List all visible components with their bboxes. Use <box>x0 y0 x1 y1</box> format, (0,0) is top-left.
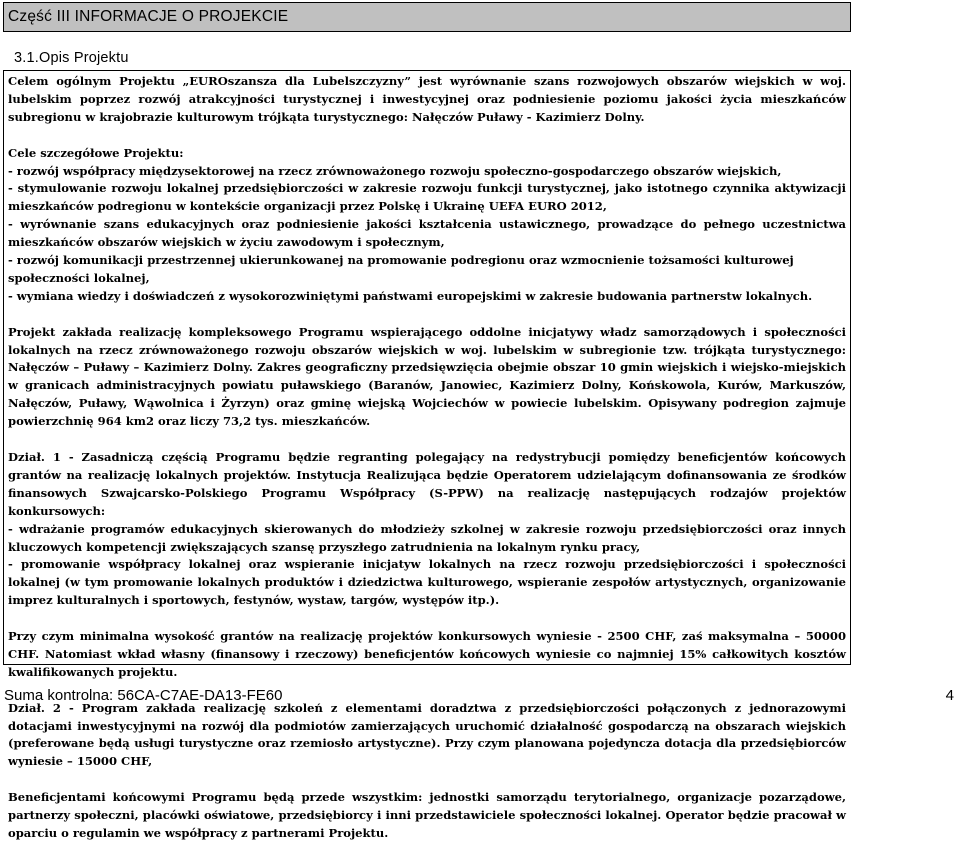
specific-goal-item: - wyrównanie szans edukacyjnych oraz podniesienie jakości kształcenia ustawicznego, prowadzące do pełnego uczestnictwa mieszkańców obszarów wiejskich w życiu zawodowym i społecznym, <box>8 217 846 250</box>
part-header: Część III INFORMACJE O PROJEKCIE <box>3 2 851 32</box>
dzial1-paragraph: Dział. 1 - Zasadniczą częścią Programu będzie regranting polegający na redystrybucji pomiędzy beneficjentów końcowych grantów na realizację lokalnych projektów. Instytucja Realizująca będzie Operatorem udzielającym dofinansowania ze środków finansowych Szwajcarsko-Polskiego Programu Współpracy (S-PPW) na realizację następujących rodzajów projektów konkursowych: <box>8 449 846 518</box>
grants-paragraph: Przy czym minimalna wysokość grantów na realizację projektów konkursowych wyniesie - 2500 CHF, zaś maksymalna – 50000 CHF. Natomiast wkład własny (finansowy i rzeczowy) beneficjentów końcowych wyniesie co najmniej 15% całkowitych kosztów kwalifikowanych projektu. <box>8 629 846 679</box>
general-goal-paragraph: Celem ogólnym Projektu „EUROszansza dla Lubelszczyzny” jest wyrównanie szans rozwojowych obszarów wiejskich w woj. lubelskim poprzez rozwój atrakcyjności turystycznej i inwestycyjnej oraz podniesienie poziomu jakości życia mieszkańców subregionu w krajobrazie kulturowym trójkąta turystycznego: Nałęczów Puławy - Kazimierz Dolny. <box>8 74 846 124</box>
dzial2-paragraph: Dział. 2 - Program zakłada realizację szkoleń z elementami doradztwa z przedsiębiorczości połączonych z jednorazowymi dotacjami inwestycyjnymi na rozwój dla podmiotów zamierzających uruchomić działalność gospodarczą na obszarach wiejskich (preferowane będą usługi turystyczne oraz rzemiosło artystyczne). Przy czym planowana pojedyncza dotacja dla przedsiębiorców wyniesie – 15000 CHF, <box>8 700 846 769</box>
specific-goal-item: - rozwój komunikacji przestrzennej ukierunkowanej na promowanie podregionu oraz wzmocnienie tożsamości kulturowej społeczności lokalnej, <box>8 253 794 285</box>
beneficiaries-paragraph: Beneficjentami końcowymi Programu będą przede wszystkim: jednostki samorządu terytorialnego, organizacje pozarządowe, partnerzy społeczni, placówki oświatowe, przedsiębiorcy i inni przedstawiciele społeczności lokalnej. Operator będzie pracował w oparciu o regulamin we współpracy z partnerami Projektu. <box>8 790 846 840</box>
specific-goal-item: - rozwój współpracy międzysektorowej na rzecz zrównoważonego rozwoju społeczno-gospodarczego obszarów wiejskich, <box>8 163 782 178</box>
specific-goal-item: - wymiana wiedzy i doświadczeń z wysokorozwiniętymi państwami europejskimi w zakresie budowania partnerstw lokalnych. <box>8 288 813 303</box>
footer-page-number: 4 <box>945 687 954 704</box>
footer-checksum: Suma kontrolna: 56CA-C7AE-DA13-FE60 <box>4 687 283 704</box>
specific-goal-item: - stymulowanie rozwoju lokalnej przedsiębiorczości w zakresie rozwoju funkcji turystycznej, jako istotnego czynnika aktywizacji mieszkańców podregionu w kontekście organizacji przez Polskę i Ukrainę UEFA EURO 2012, <box>8 181 846 214</box>
dzial1-item: - wdrażanie programów edukacyjnych skierowanych do młodzieży szkolnej w zakresie rozwoju przedsiębiorczości oraz innych kluczowych kompetencji zwiększających szansę przyszłego zatrudnienia na lokalnym rynku pracy, <box>8 521 846 554</box>
specific-goals-heading: Cele szczegółowe Projektu: <box>8 145 184 160</box>
program-paragraph: Projekt zakłada realizację kompleksowego Programu wspierającego oddolne inicjatywy władz samorządowych i społeczności lokalnych na rzecz zrównoważonego rozwoju obszarów wiejskich w woj. lubelskim w subregionie tzw. trójkąta turystycznego: Nałęczów – Puławy – Kazimierz Dolny. Zakres geograficzny przedsięwzięcia obejmie obszar 10 gmin wiejskich i wiejsko-miejskich w granicach administracyjnych powiatu puławskiego (Baranów, Janowiec, Kazimierz Dolny, Końskowola, Kurów, Markuszów, Nałęczów, Puławy, Wąwolnica i Żyrzyn) oraz gminę wiejską Wojciechów w powiecie lubelskim. Opisywany podregion zajmuje powierzchnię 964 km2 oraz liczy 73,2 tys. mieszkańców. <box>8 324 846 429</box>
dzial1-item: - promowanie współpracy lokalnej oraz wspieranie inicjatyw lokalnych na rzecz rozwoju przedsiębiorczości i społeczności lokalnej (w tym promowanie lokalnych produktów i dziedzictwa kulturowego, wspieranie zespołów artystycznych, organizowanie imprez kulturalnych i sportowych, festynów, wystaw, targów, występów itp.). <box>8 557 846 608</box>
section-title: 3.1.Opis Projektu <box>14 50 129 66</box>
